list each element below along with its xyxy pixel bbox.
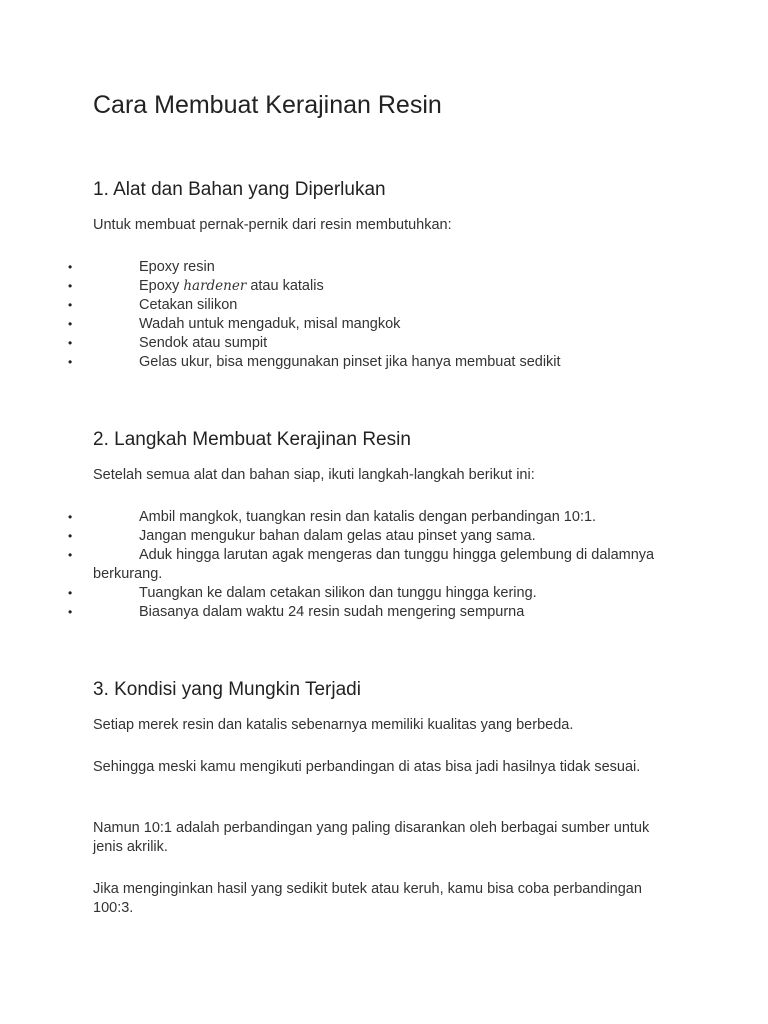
paragraph: Sehingga meski kamu mengikuti perbandingan di atas bisa jadi hasilnya tidak sesuai. — [93, 759, 641, 775]
list-item-text: Biasanya dalam waktu 24 resin sudah mengering sempurna — [139, 604, 525, 620]
bullet-icon: • — [68, 260, 73, 274]
bullet-icon: • — [68, 605, 73, 619]
list-item-text-suffix: atau katalis — [250, 278, 324, 294]
list-item-text: Ambil mangkok, tuangkan resin dan katalis dengan perbandingan 10:1. — [139, 509, 597, 525]
list-item — [0, 277, 768, 296]
list-item-text: Gelas ukur, bisa menggunakan pinset jika hanya membuat sedikit — [139, 354, 561, 370]
bullet-icon: • — [68, 586, 73, 600]
list-item — [0, 584, 768, 603]
list-item — [0, 296, 768, 315]
bullet-icon: • — [68, 355, 73, 369]
list-item-text: Tuangkan ke dalam cetakan silikon dan tunggu hingga kering. — [139, 585, 537, 601]
list-item-text: Cetakan silikon — [139, 297, 238, 313]
document-title: Cara Membuat Kerajinan Resin — [93, 91, 442, 119]
bullet-icon: • — [68, 279, 73, 293]
paragraph: Jika menginginkan hasil yang sedikit butek atau keruh, kamu bisa coba perbandingan 100:3. — [93, 881, 642, 916]
list-item-text: Wadah untuk mengaduk, misal mangkok — [139, 316, 401, 332]
paragraph: Setiap merek resin dan katalis sebenarnya memiliki kualitas yang berbeda. — [93, 717, 574, 733]
italic-term: hardener — [183, 278, 247, 294]
list-item — [0, 315, 768, 334]
list-item — [0, 546, 768, 584]
list-item-text: Aduk hingga larutan agak mengeras dan tunggu hingga gelembung di dalamnya berkurang. — [93, 547, 655, 582]
list-item — [0, 603, 768, 622]
section-2-heading: 2. Langkah Membuat Kerajinan Resin — [93, 429, 411, 450]
section-1-heading: 1. Alat dan Bahan yang Diperlukan — [93, 179, 386, 200]
bullet-icon: • — [68, 548, 73, 562]
list-item-text: Jangan mengukur bahan dalam gelas atau pinset yang sama. — [139, 528, 536, 544]
list-item — [0, 258, 768, 277]
bullet-icon: • — [68, 510, 73, 524]
bullet-icon: • — [68, 298, 73, 312]
list-item-text: Epoxy resin — [139, 259, 215, 275]
list-item — [0, 353, 768, 372]
list-item-text: Sendok atau sumpit — [139, 335, 268, 351]
section-2-intro: Setelah semua alat dan bahan siap, ikuti langkah-langkah berikut ini: — [93, 467, 535, 483]
bullet-icon: • — [68, 317, 73, 331]
tools-list — [0, 258, 768, 372]
bullet-icon: • — [68, 336, 73, 350]
list-item — [0, 334, 768, 353]
list-item-text-prefix: Epoxy — [139, 278, 180, 294]
list-item — [0, 527, 768, 546]
bullet-icon: • — [68, 529, 73, 543]
section-3-heading: 3. Kondisi yang Mungkin Terjadi — [93, 679, 361, 700]
list-item — [0, 508, 768, 527]
list-item-text — [0, 277, 768, 296]
paragraph: Namun 10:1 adalah perbandingan yang paling disarankan oleh berbagai sumber untuk jenis akrilik. — [93, 820, 650, 855]
steps-list — [0, 508, 768, 622]
section-1-intro: Untuk membuat pernak-pernik dari resin membutuhkan: — [93, 217, 452, 233]
